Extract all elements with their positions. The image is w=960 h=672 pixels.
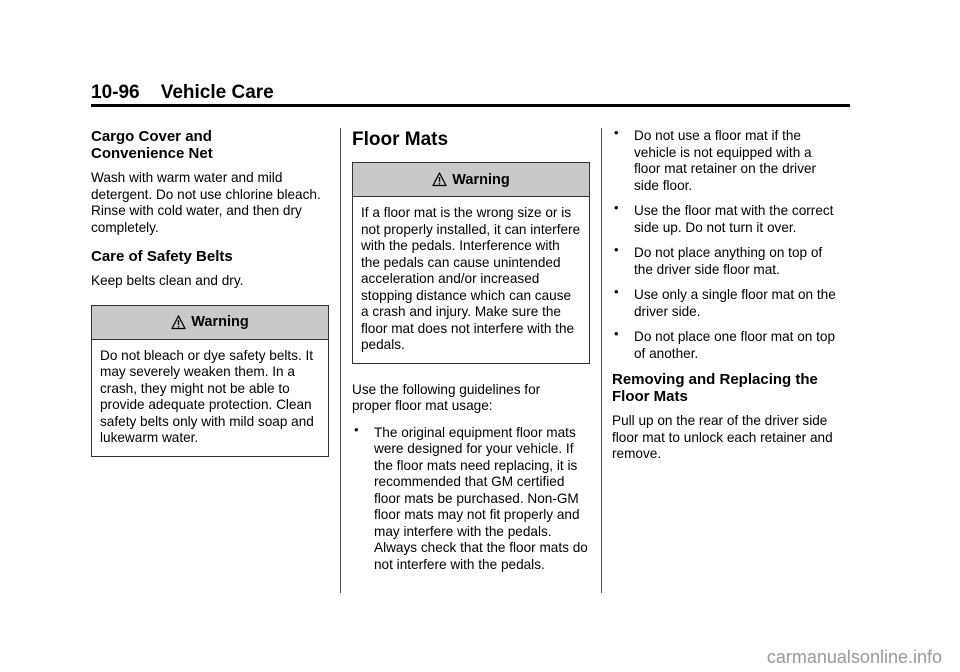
bullet-dot-icon: •	[354, 421, 359, 437]
safety-belts-text: Keep belts clean and dry.	[91, 273, 244, 288]
safety-belts-warning-box	[91, 305, 329, 457]
column-divider-1	[340, 128, 341, 593]
heading-removing-replacing: Removing and Replacing the Floor Mats	[612, 371, 818, 405]
floor-mats-warning-box	[352, 162, 590, 364]
heading-floor-mats: Floor Mats	[352, 129, 449, 150]
bullet-dot-icon: •	[614, 242, 619, 257]
list-item: • Do not use a floor mat if the vehicle is not equipped with a floor mat retainer on the driver side floor.	[614, 125, 817, 193]
bullet-dot-icon: •	[614, 125, 619, 140]
floor-mats-guidelines-list-continued	[612, 125, 838, 362]
column-divider-2	[601, 128, 602, 593]
list-item: • Use only a single floor mat on the driver side.	[614, 284, 836, 319]
floor-mats-intro: Use the following guidelines for proper floor mat usage:	[352, 381, 541, 413]
page-header	[91, 82, 850, 108]
list-item: • Use the floor mat with the correct side up. Do not turn it over.	[614, 200, 834, 235]
heading-safety-belts: Care of Safety Belts	[91, 248, 233, 265]
cargo-cover-text: Wash with warm water and mild detergent. Do not use chlorine bleach. Rinse with cold water, and then dry completely.	[91, 170, 321, 235]
bullet-dot-icon: •	[614, 326, 619, 341]
warning-header	[353, 163, 589, 197]
removing-replacing-text: Pull up on the rear of the driver side floor mat to unlock each retainer and remove.	[612, 413, 833, 461]
warning-text: Do not bleach or dye safety belts. It may severely weaken them. In a crash, they might not be able to provide adequate protection. Clean safety belts only with mild soap and lukewarm water.	[100, 347, 314, 445]
warning-text: If a floor mat is the wrong size or is not properly installed, it can interfere with the pedals. Interference with the pedals can cause unintended acceleration and/or increased stopping distance which can cause a crash and injury. Make sure the floor mat does not interfere with the pedals.	[361, 205, 581, 352]
watermark: carmanualsonline.info	[766, 647, 942, 667]
floor-mats-guidelines-list	[352, 421, 590, 574]
header-rule	[91, 104, 850, 107]
warning-title: Warning	[191, 314, 249, 330]
warning-header	[92, 306, 328, 340]
page-number: 10-96	[91, 82, 140, 103]
bullet-dot-icon: •	[614, 284, 619, 299]
warning-title: Warning	[452, 171, 510, 188]
heading-cargo-cover: Cargo Cover and Convenience Net	[91, 128, 213, 162]
bullet-dot-icon: •	[614, 200, 619, 215]
warning-triangle-icon	[171, 315, 186, 330]
column-1	[91, 128, 329, 457]
section-title: Vehicle Care	[160, 82, 274, 103]
list-item: • The original equipment floor mats were designed for your vehicle. If the floor mats need replacing, it is recommended that GM certified floor mats be purchased. Non-GM floor mats may not fit properly and may interfere with the pedals. Always check that the floor mats do not interfere with the pedals.	[354, 421, 588, 572]
list-item: • Do not place anything on top of the driver side floor mat.	[614, 242, 823, 277]
list-item: • Do not place one floor mat on top of another.	[614, 326, 836, 361]
column-2	[352, 128, 590, 582]
column-3	[612, 125, 852, 463]
warning-triangle-icon	[432, 172, 447, 187]
